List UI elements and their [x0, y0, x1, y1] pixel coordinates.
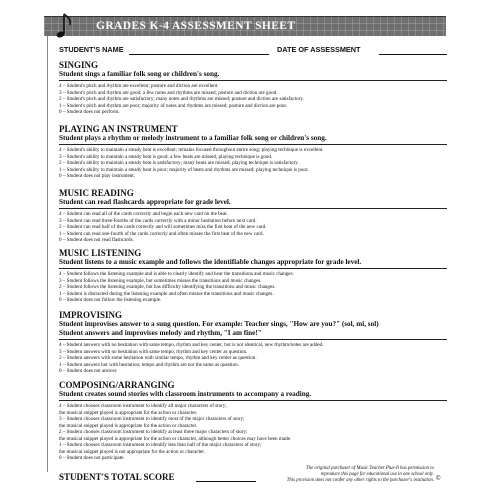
criterion: 2 – Student's pitch and rhythm are satisfactory; many notes and rhythms are missed; posture and diction are satisfactory. — [59, 96, 304, 102]
section-divider — [59, 339, 447, 340]
criterion: 1 – Student answers but with hesitation; tempo and rhythm are not the same as question. — [59, 361, 239, 368]
criterion: 2 – Student follows the listening example, but has difficulty identifying the transitions and music changes. — [59, 284, 276, 290]
section-title: PLAYING AN INSTRUMENT — [59, 124, 178, 134]
section-description: Student plays a rhythm or melody instrument to a familiar folk song or children's song. — [59, 134, 327, 142]
section-title: SINGING — [59, 60, 99, 70]
criterion: the musical snippet played is appropriate for the action or character, although better choices may have been made. — [59, 435, 292, 442]
criterion: 2 – Student answers with some hesitation with similar tempo, rhythm and key center as question. — [59, 355, 257, 361]
section-divider — [59, 268, 447, 269]
criterion: 3 – Student answers with no hesitation with same tempo, rhythm and key center as question. — [59, 348, 248, 355]
criterion: the musical snippet played is appropriate for the action or character. — [59, 422, 198, 429]
student-name-label: STUDENT'S NAME — [59, 45, 124, 54]
criterion: 4 – Student follows the listening example and is able to clearly identify and hear the transitions and music changes. — [59, 271, 294, 277]
section-title: MUSIC READING — [59, 188, 134, 198]
criterion: 4 – Student chooses classroom instrument to identify all major characters of story; — [59, 403, 227, 409]
section-title: COMPOSING/ARRANGING — [59, 380, 175, 390]
section-description: Student answers and improvises melody and rhythm, "I am fine!" — [59, 329, 262, 337]
section-composing-arranging — [59, 380, 447, 462]
criterion: 4 – Student's ability to maintain a steady beat is excellent; remains focused throughout entire song; playing technique is excellent. — [59, 147, 324, 153]
criterion: 4 – Student can read all of the cards correctly and begin each new card on the beat. — [59, 211, 228, 217]
criterion: 2 – Student chooses classroom instrument to identify at least three major characters of story; — [59, 429, 248, 435]
section-description: Student can read flashcards appropriate for grade level. — [59, 198, 231, 206]
section-description: Student listens to a music example and follows the identifiable changes appropriate for grade level. — [59, 258, 362, 266]
criterion: 1 – Student is distracted during the listening example and often misses the transitions and music changes. — [59, 290, 274, 297]
total-score-field[interactable] — [196, 481, 256, 482]
criterion: 2 – Student's ability to maintain a steady beat is satisfactory; many beats are missed; playing technique is satisfactory. — [59, 160, 299, 166]
section-description: Student creates sound stories with classroom instruments to accompany a reading. — [59, 390, 312, 398]
criterion: the musical snippet played is appropriate for the action or character. — [59, 409, 198, 416]
copyright-symbol: © — [436, 476, 441, 482]
criterion: 0 – Student does not read flashcards. — [59, 237, 134, 243]
criterion: 3 – Student's ability to maintain a steady beat is good; a few beats are missed, playing technique is good. — [59, 153, 273, 160]
criterion: 3 – Student can read three-fourths of the cards correctly with a minor hesitation before next card. — [59, 217, 257, 224]
criterion: 1 – Student's ability to maintain a steady beat is poor; majority of beats and rhythms are missed; playing technique is poor. — [59, 166, 309, 173]
section-divider — [59, 144, 447, 145]
criterion: 4 – Student's pitch and rhythm are excellent; posture and diction are excellent. — [59, 83, 219, 89]
criterion: 2 – Student can read half of the cards correctly and will sometimes miss the first beat of the new card. — [59, 224, 267, 230]
student-info-fields — [59, 45, 447, 57]
section-title: IMPROVISING — [59, 310, 123, 320]
section-music-listening — [59, 248, 447, 304]
left-margin-rule — [47, 36, 48, 472]
section-singing — [59, 60, 447, 116]
section-improvising — [59, 310, 447, 375]
criterion: 0 – Student does not answer. — [59, 368, 118, 374]
header-bar — [44, 16, 446, 36]
copyright-line: The original purchaser of Music Teacher Plus-It has permission to — [306, 466, 434, 471]
section-description: Student sings a familiar folk song or children's song. — [59, 70, 220, 78]
criterion: 3 – Student's pitch and rhythm are good; a few notes and rhythms are missed; posture and diction are good. — [59, 89, 278, 96]
section-title: MUSIC LISTENING — [59, 248, 142, 258]
criterion: 0 – Student does not play instrument. — [59, 173, 135, 179]
criterion: 0 – Student does not participate. — [59, 455, 125, 461]
copyright-notice — [270, 466, 434, 484]
student-name-field[interactable] — [129, 54, 269, 55]
page-title: GRADES K-4 ASSESSMENT SHEET — [96, 20, 296, 32]
criterion: the musical snippet played is not appropriate for the action or character. — [59, 448, 205, 455]
date-field[interactable] — [379, 54, 447, 55]
section-divider — [59, 80, 447, 81]
criterion: 1 – Student can read one-fourth of the cards correctly and often misses the first beat of the new card. — [59, 230, 264, 237]
music-note-icon — [44, 10, 76, 42]
section-divider — [59, 400, 447, 401]
copyright-line: This provision does not confer any other rights to the purchaser's institution. — [286, 478, 434, 483]
section-playing-an-instrument — [59, 124, 447, 180]
total-score-label: STUDENT'S TOTAL SCORE — [59, 472, 175, 482]
criterion: 1 – Student chooses classroom instrument to identify less than half of the major characters of story; — [59, 442, 262, 448]
criterion: 3 – Student follows the listening example, but sometimes misses the transitions and music changes. — [59, 277, 262, 284]
section-divider — [59, 208, 447, 209]
section-description: Student improvises answer to a sung question. For example: Teacher sings, "How are you?" (sol, mi, sol) — [59, 320, 379, 328]
section-music-reading — [59, 188, 447, 244]
copyright-line: reproduce this page for educational use in one school only. — [320, 472, 434, 477]
criterion: 3 – Student chooses classroom instrument to identify most of the major characters of story; — [59, 416, 245, 422]
date-label: DATE OF ASSESSMENT — [277, 45, 361, 54]
criterion: 0 – Student does not perform. — [59, 109, 120, 115]
criterion: 1 – Student's pitch and rhythm are poor; majority of notes and rhythms are missed; posture and diction are poor. — [59, 102, 288, 109]
criterion: 4 – Student answers with no hesitation with same tempo, rhythm and key center, but is not identical, new rhythm/notes are added. — [59, 342, 324, 348]
criterion: 0 – Student does not follow the listening example. — [59, 297, 162, 303]
